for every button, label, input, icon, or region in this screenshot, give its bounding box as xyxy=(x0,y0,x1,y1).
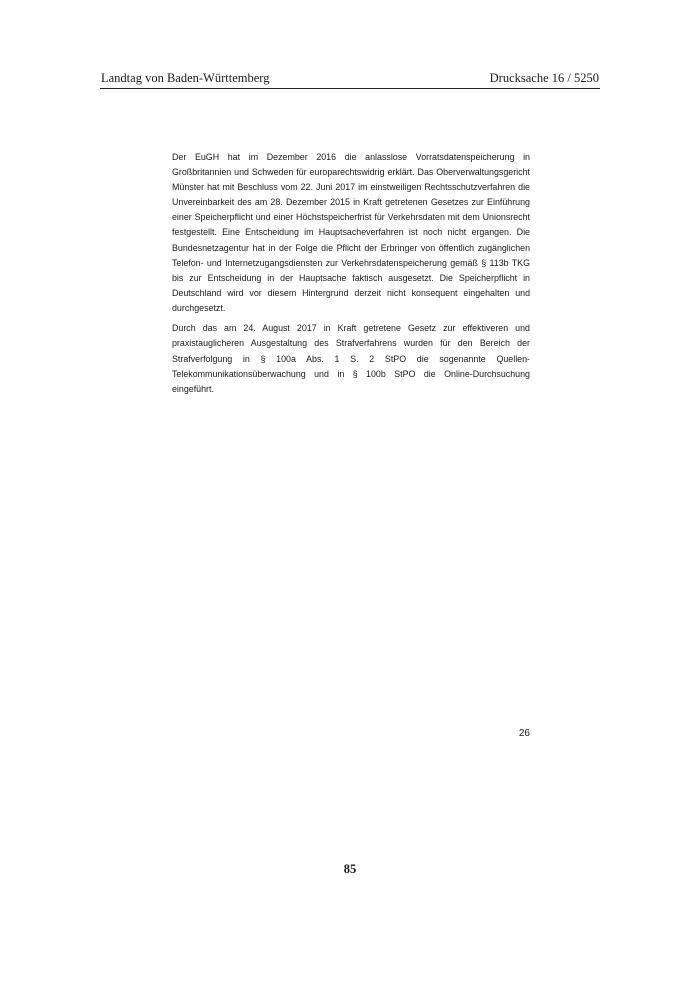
body-text xyxy=(172,150,530,402)
header-institution: Landtag von Baden-Württemberg xyxy=(101,71,270,85)
running-header xyxy=(100,70,600,89)
footnote-number: 26 xyxy=(518,728,530,739)
header-document-number: Drucksache 16 / 5250 xyxy=(489,71,599,85)
paragraph: Der EuGH hat im Dezember 2016 die anlasslose Vorratsdatenspeicherung in Großbritannien und Schweden für europarechtswidrig erklärt. Das Oberverwaltungsgericht Münster hat mit Beschluss vom 22. Juni 2017 im einstweiligen Rechtsschutzverfahren die Unvereinbarkeit des am 28. Dezember 2015 in Kraft getretenen Gesetzes zur Einführung einer Speicherpflicht und einer Höchstspeicherfrist für Verkehrsdaten mit dem Unionsrecht festgestellt. Eine Entscheidung im Hauptsacheverfahren ist noch nicht ergangen. Die Bundesnetzagentur hat in der Folge die Pflicht der Erbringer von öffentlich zugänglichen Telefon- und Internetzugangsdiensten zur Verkehrsdatenspeicherung gemäß § 113b TKG bis zur Entscheidung in der Hauptsache faktisch ausgesetzt. Die Speicherpflicht in Deutschland wird vor diesem Hintergrund derzeit nicht konsequent eingehalten und durchgesetzt. xyxy=(172,152,530,313)
paragraph: Durch das am 24. August 2017 in Kraft getretene Gesetz zur effektiveren und praxistauglicheren Ausgestaltung des Strafverfahrens wurden für den Bereich der Strafverfolgung in § 100a Abs. 1 S. 2 StPO die sogenannte Quellen-Telekommunikationsüberwachung und in § 100b StPO die Online-Durchsuchung eingeführt. xyxy=(172,323,530,394)
page-number: 85 xyxy=(343,862,357,876)
